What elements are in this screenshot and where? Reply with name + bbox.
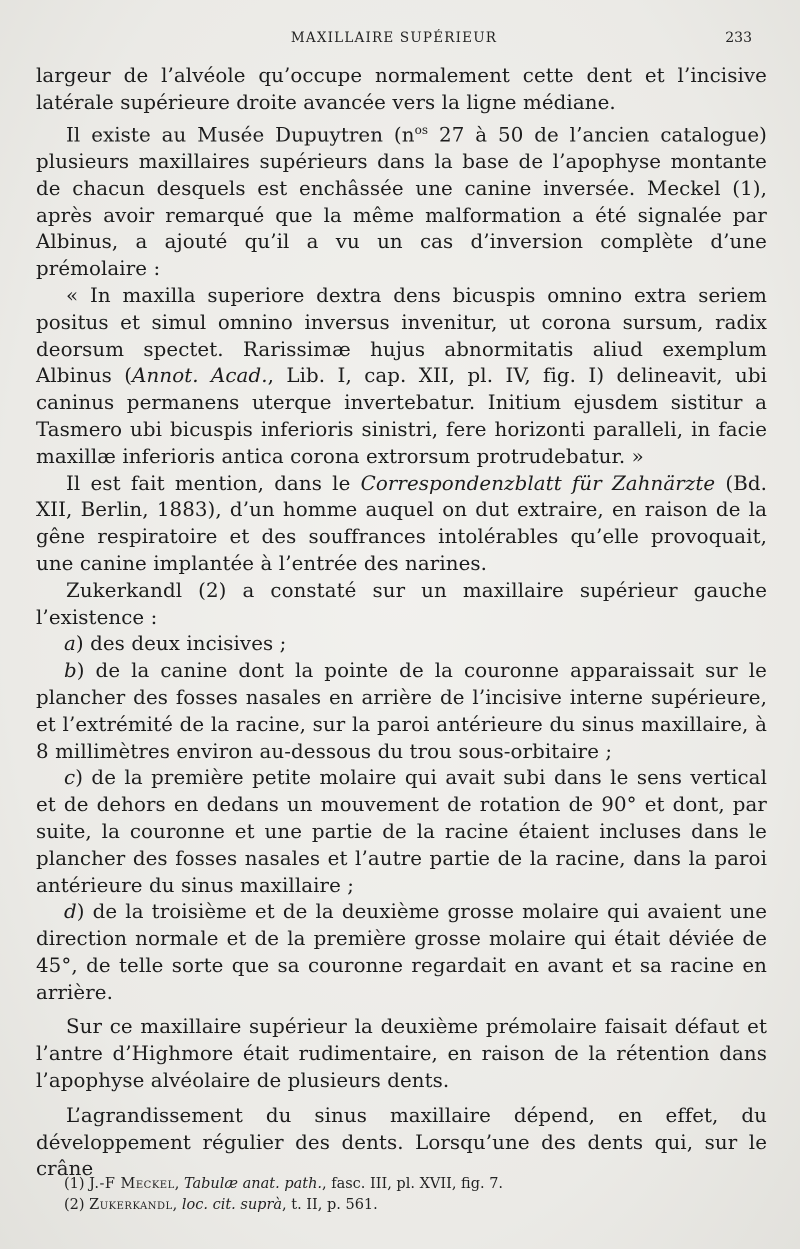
paragraph-4-text-b: (Bd. XII, Berlin, 1883), d’un homme auquel on dut extraire, en raison de la gêne respiratoire et des souffrances intolérables qu’elle provoquait, une canine implantée à l’entrée des narines. [36, 471, 768, 575]
latin-quotation [36, 283, 767, 471]
footnote-1-title: Tabulæ anat. path. [183, 1176, 323, 1192]
quotation-text-b: , Lib. I, cap. XII, pl. IV, fig. I) delineavit, ubi caninus permanens uterque invertebatur. Initium ejusdem sistitur a Tasmero ubi bicuspis inferioris sinistri, fere horizonti paralleli, in facie maxillæ inferioris antica corona extrorsum protrudebatur. » [36, 364, 768, 468]
paragraph-2 [36, 117, 767, 283]
paragraph-5-text: Zukerkandl (2) a constaté sur un maxillaire supérieur gauche l’existence : [36, 578, 767, 629]
running-title: MAXILLAIRE SUPÉRIEUR [290, 30, 498, 46]
page-number: 233 [725, 30, 752, 46]
footnote-1-number: (1) [64, 1176, 90, 1192]
list-item-a-text: ) des deux incisives ; [75, 632, 287, 656]
quotation-citation: Annot. Acad. [132, 364, 268, 388]
list-letter-b: b [64, 659, 77, 683]
list-item-b-text: ) de la canine dont la pointe de la couronne apparaissait sur le plancher des fosses nasales en arrière de l’incisive interne supérieure, et l’extrémité de la racine, sur la paroi antérieure du sinus maxillaire, à 8 millimètres environ au-dessous du trou sous-orbitaire ; [36, 659, 767, 763]
footnote-2 [64, 1195, 764, 1216]
paragraph-1 [36, 63, 767, 117]
footnote-1-separator: , [174, 1176, 184, 1192]
list-item-c-text: ) de la première petite molaire qui avait subi dans le sens vertical et de dehors en dedans un mouvement de rotation de 90° et dont, par suite, la couronne et une partie de la racine étaient incluses dans le plancher des fosses nasales et l’autre partie de la racine, dans la paroi antérieure du sinus maxillaire ; [36, 766, 767, 897]
paragraph-gap [36, 1006, 767, 1014]
quotation-text-a: « In maxilla superiore dextra dens bicuspis omnino extra seriem positus et simul omnino inversus invenitur, ut corona sursum, radix deorsum spectet. Rarissimæ hujus abnormitatis aliud exemplum Albinus ( [36, 283, 767, 388]
paragraph-gap [36, 1095, 767, 1103]
page-header [36, 30, 752, 52]
footnote-2-author: Zukerkandl [89, 1197, 173, 1213]
paragraph-7-text: L’agrandissement du sinus maxillaire dépend, en effet, du développement régulier des dents. Lorsqu’une des dents qui, sur le crâne [36, 1103, 767, 1181]
paragraph-7 [36, 1103, 767, 1183]
list-item-b [36, 658, 767, 765]
footnote-2-reference: , t. II, p. 561. [282, 1197, 378, 1213]
list-item-d-text: ) de la troisième et de la deuxième grosse molaire qui avaient une direction normale et de la première grosse molaire qui était déviée de 45°, de telle sorte que sa couronne regardait en avant et sa racine en arrière. [36, 900, 767, 1004]
paragraph-4 [36, 471, 767, 578]
paragraph-2-text-b: 27 à 50 de l’ancien catalogue) plusieurs maxillaires supérieurs dans la base de l’apophyse montante de chacun desquels est enchâssée une canine inversée. Meckel (1), après avoir remarqué que la même malformation a été signalée par Albinus, a ajouté qu’il a vu un cas d’inversion complète d’une prémolaire : [36, 123, 767, 281]
footnote-2-title: loc. cit. suprà [181, 1197, 283, 1213]
journal-title: Correspondenzblatt für Zahnärzte [360, 471, 716, 495]
footnote-2-separator: , [172, 1197, 182, 1213]
footnote-1-author: J.-F Meckel [89, 1176, 175, 1192]
paragraph-4-text-a: Il est fait mention, dans le [66, 471, 361, 495]
paragraph-2-text-a: Il existe au Musée Dupuytren (n [66, 123, 415, 147]
list-letter-d: d [64, 900, 77, 924]
list-item-d [36, 899, 767, 1006]
list-letter-c: c [64, 766, 76, 790]
superscript-os: os [414, 122, 429, 137]
paragraph-6-text: Sur ce maxillaire supérieur la deuxième prémolaire faisait défaut et l’antre d’Highmore était rudimentaire, en raison de la rétention dans l’apophyse alvéolaire de plusieurs dents. [36, 1015, 767, 1093]
footnote-1 [64, 1174, 764, 1195]
footnote-2-number: (2) [64, 1197, 90, 1213]
paragraph-5 [36, 578, 767, 632]
list-letter-a: a [64, 632, 76, 656]
footnote-1-reference: , fasc. III, pl. XVII, fig. 7. [322, 1176, 504, 1192]
paragraph-6 [36, 1014, 767, 1094]
footnotes [64, 1174, 764, 1216]
body-text [36, 63, 767, 1183]
list-item-c [36, 765, 767, 899]
list-item-a [36, 631, 767, 658]
paragraph-1-text: largeur de l’alvéole qu’occupe normalement cette dent et l’incisive latérale supérieure droite avancée vers la ligne médiane. [36, 64, 767, 114]
